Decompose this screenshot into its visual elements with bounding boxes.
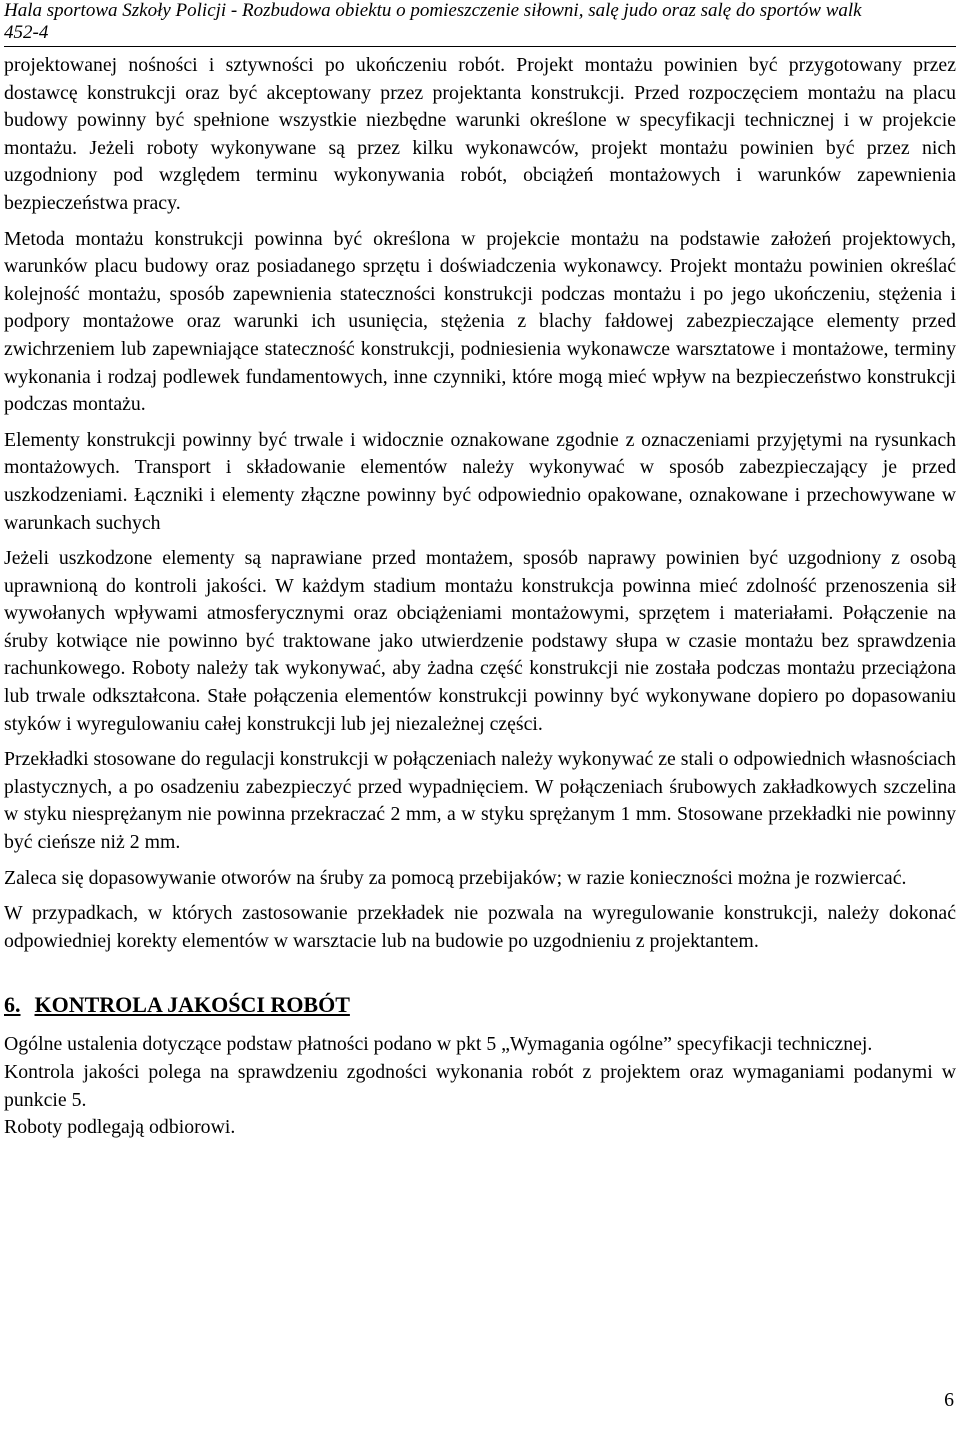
section-number: 6. xyxy=(4,992,21,1018)
page-number: 6 xyxy=(944,1389,954,1411)
paragraph: Ogólne ustalenia dotyczące podstaw płatności podano w pkt 5 „Wymagania ogólne” specyfikacji technicznej. xyxy=(4,1033,873,1056)
document-title: Hala sportowa Szkoły Policji - Rozbudowa obiektu o pomieszczenie siłowni, salę judo oraz salę do sportów walk xyxy=(4,0,862,21)
paragraph: Metoda montażu konstrukcji powinna być określona w projekcie montażu na podstawie założeń projektowych, warunków placu budowy oraz posiadanego sprzętu i doświadczenia wykonawcy. Projekt montażu powinien określać kolejność montażu, sposób zapewnienia stateczności konstrukcji podczas montażu i po jego ukończeniu, stężenia i podpory montażowe oraz warunki ich usunięcia, stężenia z blachy fałdowej zabezpieczające elementy przed zwichrzeniem lub zapewniające stateczność konstrukcji, podniesienia wykonawcze warsztatowe i montażowe, terminy wykonania i rodzaj podlewek fundamentowych, inne czynniki, które mogą mieć wpływ na bezpieczeństwo konstrukcji podczas montażu. xyxy=(4,227,956,416)
paragraph: W przypadkach, w których zastosowanie przekładek nie pozwala na wyregulowanie konstrukcji, należy dokonać odpowiedniej korekty elementów w warsztacie lub na budowie po uzgodnieniu z projektantem. xyxy=(4,902,956,952)
section-title: KONTROLA JAKOŚCI ROBÓT xyxy=(34,992,350,1018)
paragraph: Roboty podlegają odbiorowi. xyxy=(4,1116,236,1139)
paragraph: Jeżeli uszkodzone elementy są naprawiane przed montażem, sposób naprawy powinien być uzgodniony z osobą uprawnioną do kontroli jakości. W każdym stadium montażu konstrukcja powinna mieć zdolność przenoszenia sił wywołanych wpływami atmosferycznymi oraz obciążeniami montażowymi, sprzętem i materiałami. Połączenie na śruby kotwiące nie powinno być traktowane jako utwierdzenie podstawy słupa w czasie montażu bez sprawdzenia rachunkowego. Roboty należy tak wykonywać, aby żadna część konstrukcji nie została podczas montażu przeciążona lub trwale odkształcona. Stałe połączenia elementów konstrukcji powinny być wykonywane dopiero po dopasowaniu styków i wyregulowaniu całej konstrukcji lub jej niezależnej części. xyxy=(4,547,956,735)
paragraph: Kontrola jakości polega na sprawdzeniu zgodności wykonania robót z projektem oraz wymaganiami podanymi w punkcie 5. xyxy=(4,1061,956,1111)
paragraph: Przekładki stosowane do regulacji konstrukcji w połączeniach należy wykonywać ze stali o odpowiednich własnościach plastycznych, a po osadzeniu zabezpieczyć przed wypadnięciem. W połączeniach śrubowych zakładkowych szczelina w styku niesprężanym nie powinna przekraczać 2 mm, a w styku sprężanym 1 mm. Stosowane przekładki nie powinny być cieńsze niż 2 mm. xyxy=(4,748,956,854)
page-body xyxy=(4,52,956,1142)
paragraph: projektowanej nośności i sztywności po ukończeniu robót. Projekt montażu powinien być przygotowany przez dostawcę konstrukcji oraz być akceptowany przez projektanta konstrukcji. Przed rozpoczęciem montażu na placu budowy powinny być spełnione wszystkie niezbędne warunki określone w specyfikacji technicznej i w projekcie montażu. Jeżeli roboty wykonywane są przez kilku wykonawców, projekt montażu powinien być przez nich uzgodniony pod względem terminu wykonywania robót, obciążeń montażowych i warunków zapewnienia bezpieczeństwa pracy. xyxy=(4,54,956,214)
paragraph: Zaleca się dopasowywanie otworów na śruby za pomocą przebijaków; w razie konieczności można je rozwiercać. xyxy=(4,866,907,889)
document-code: 452-4 xyxy=(4,22,49,43)
section-heading xyxy=(4,991,956,1019)
paragraph: Elementy konstrukcji powinny być trwale i widocznie oznakowane zgodnie z oznaczeniami przyjętymi na rysunkach montażowych. Transport i składowanie elementów należy wykonywać w sposób zabezpieczający je przed uszkodzeniami. Łączniki i elementy złączne powinny być odpowiednio opakowane, oznakowane i przechowywane w warunkach suchych xyxy=(4,428,956,534)
page-header xyxy=(4,0,956,47)
